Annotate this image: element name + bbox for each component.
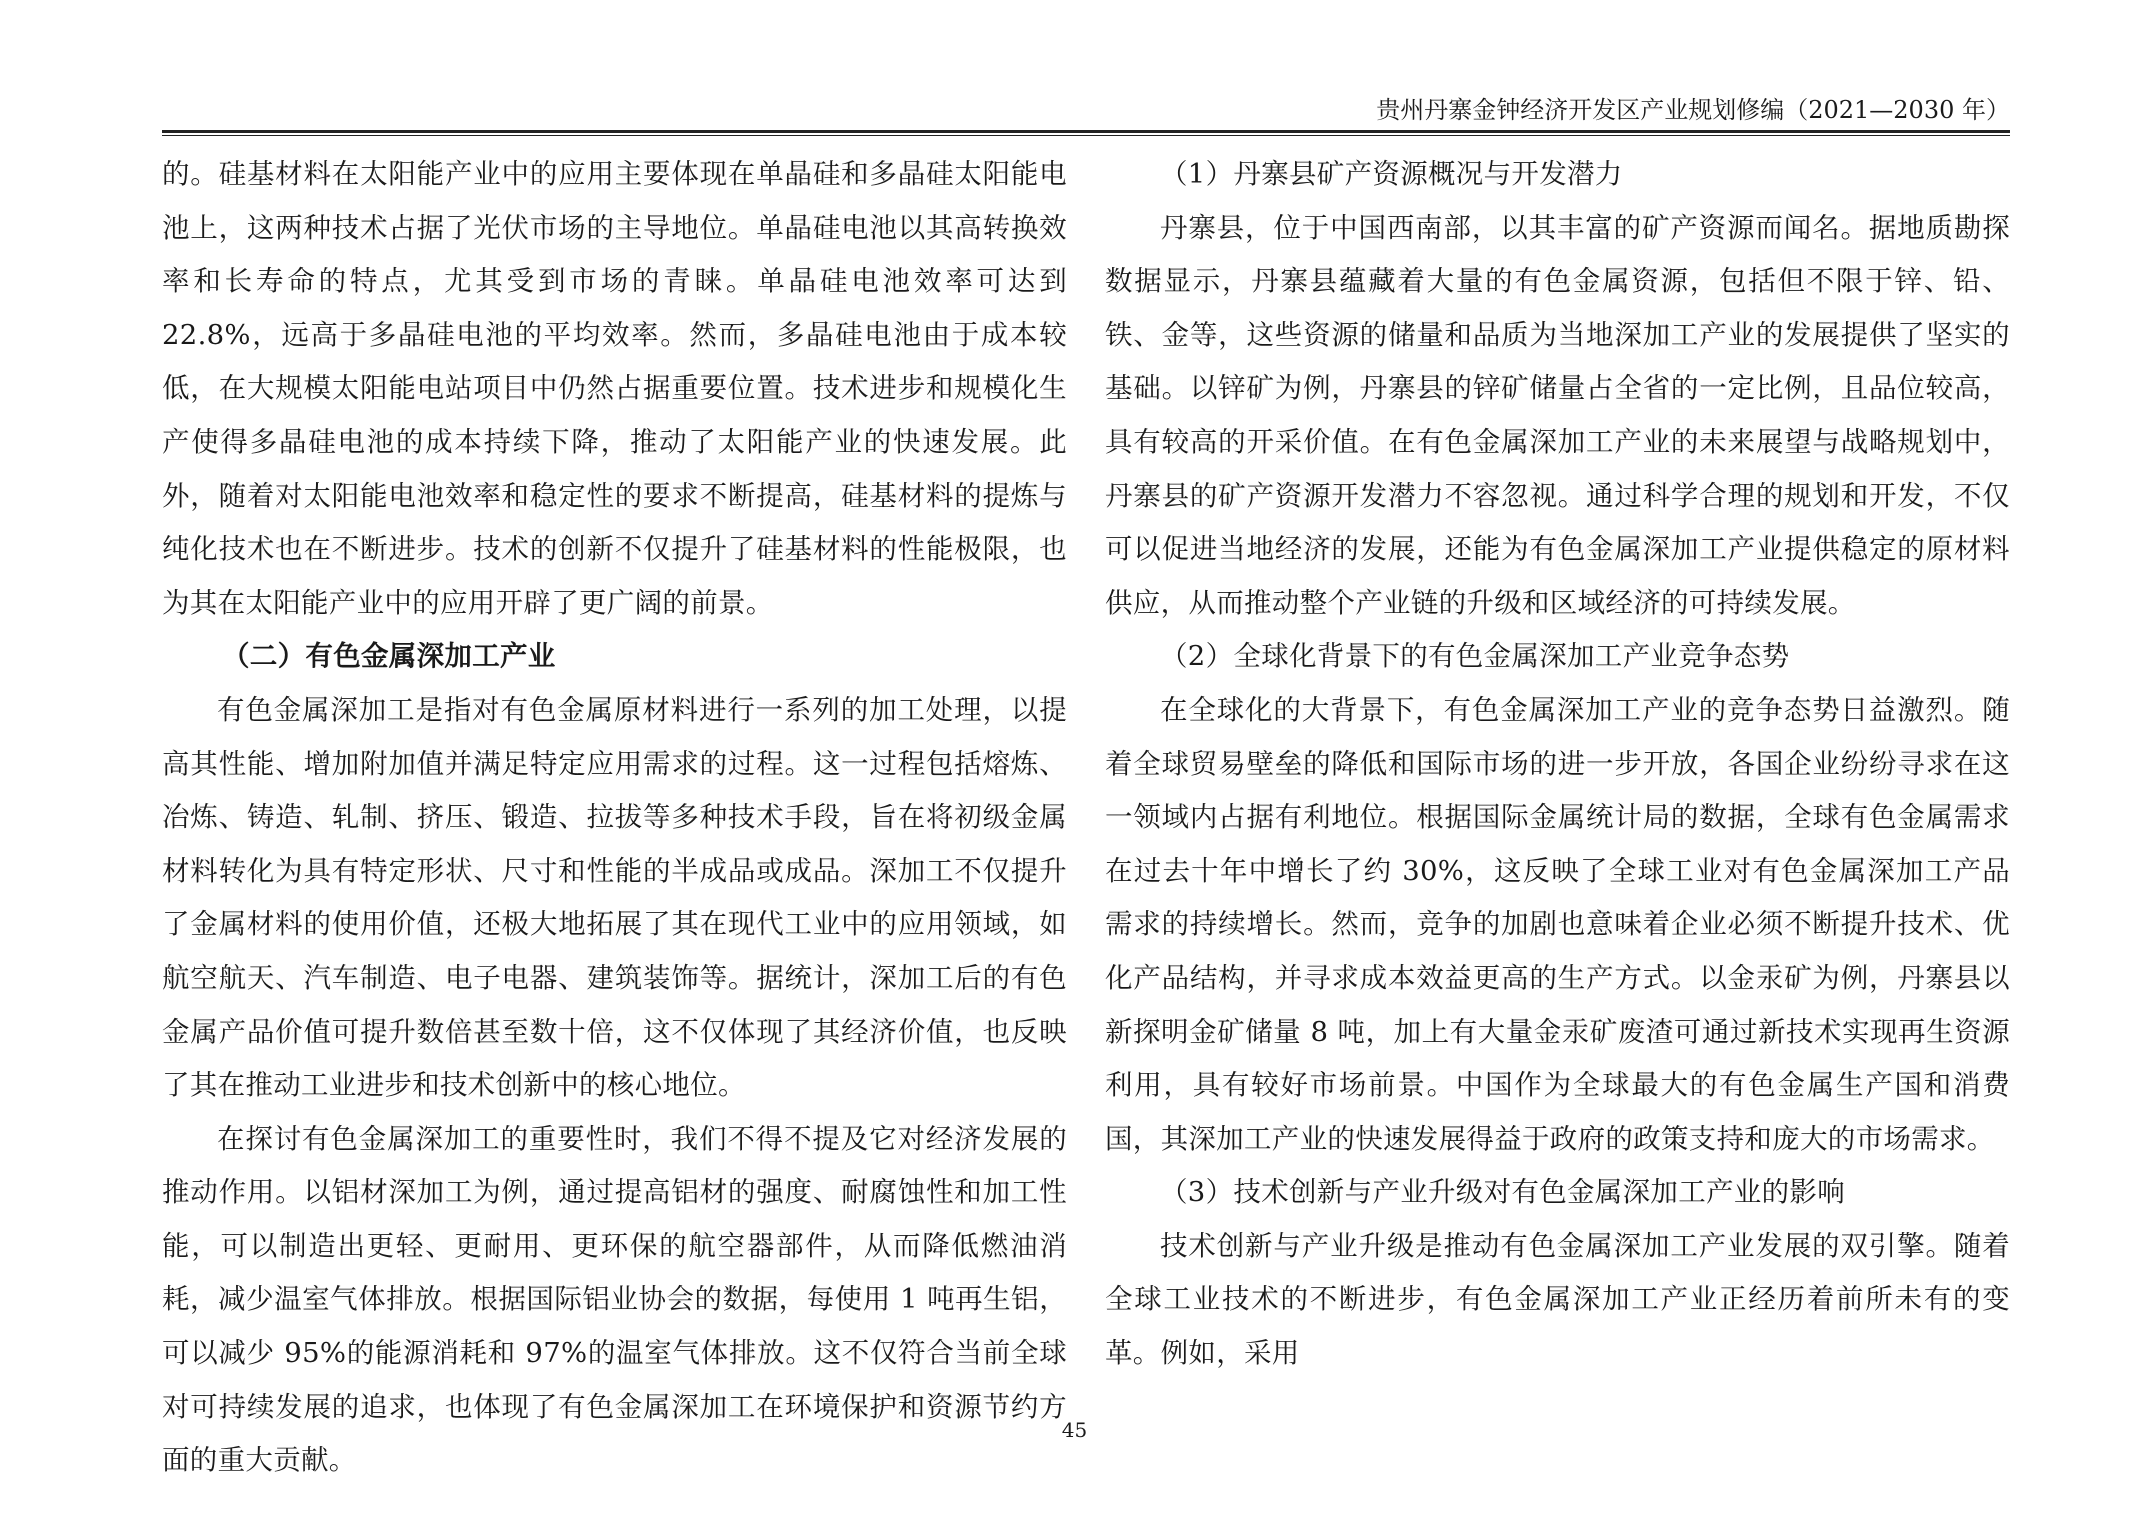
paragraph: 的。硅基材料在太阳能产业中的应用主要体现在单晶硅和多晶硅太阳能电池上，这两种技术占据了光伏市场的主导地位。单晶硅电池以其高转换效率和长寿命的特点，尤其受到市场的青睐。单晶硅电池效率可达到 22.8%，远高于多晶硅电池的平均效率。然而，多晶硅电池由于成本较低，在大规模太阳能电站项目中仍然占据重要位置。技术进步和规模化生产使得多晶硅电池的成本持续下降，推动了太阳能产业的快速发展。此外，随着对太阳能电池效率和稳定性的要求不断提高，硅基材料的提炼与纯化技术也在不断进步。技术的创新不仅提升了硅基材料的性能极限，也为其在太阳能产业中的应用开辟了更广阔的前景。 xyxy=(162,158,1067,619)
section-heading: （二）有色金属深加工产业 xyxy=(222,640,556,673)
header-rule-thick xyxy=(162,130,2010,133)
running-header: 贵州丹寨金钟经济开发区产业规划修编（2021—2030 年） xyxy=(1376,96,2010,124)
right-column xyxy=(1105,148,2010,1381)
subsection-heading: （2）全球化背景下的有色金属深加工产业竞争态势 xyxy=(1160,640,1790,673)
paragraph: 有色金属深加工是指对有色金属原材料进行一系列的加工处理，以提高其性能、增加附加值并满足特定应用需求的过程。这一过程包括熔炼、冶炼、铸造、轧制、挤压、锻造、拉拔等多种技术手段，旨在将初级金属材料转化为具有特定形状、尺寸和性能的半成品或成品。深加工不仅提升了金属材料的使用价值，还极大地拓展了其在现代工业中的应用领域，如航空航天、汽车制造、电子电器、建筑装饰等。据统计，深加工后的有色金属产品价值可提升数倍甚至数十倍，这不仅体现了其经济价值，也反映了其在推动工业进步和技术创新中的核心地位。 xyxy=(162,693,1067,1102)
paragraph: 丹寨县，位于中国西南部，以其丰富的矿产资源而闻名。据地质勘探数据显示，丹寨县蕴藏着大量的有色金属资源，包括但不限于锌、铅、铁、金等，这些资源的储量和品质为当地深加工产业的发展提供了坚实的基础。以锌矿为例，丹寨县的锌矿储量占全省的一定比例，且品位较高，具有较高的开采价值。在有色金属深加工产业的未来展望与战略规划中，丹寨县的矿产资源开发潜力不容忽视。通过科学合理的规划和开发，不仅可以促进当地经济的发展，还能为有色金属深加工产业提供稳定的原材料供应，从而推动整个产业链的升级和区域经济的可持续发展。 xyxy=(1105,211,2010,619)
left-column xyxy=(162,148,1067,1488)
subsection-heading: （3）技术创新与产业升级对有色金属深加工产业的影响 xyxy=(1160,1176,1845,1209)
paragraph: 技术创新与产业升级是推动有色金属深加工产业发展的双引擎。随着全球工业技术的不断进步，有色金属深加工产业正经历着前所未有的变革。例如，采用 xyxy=(1105,1229,2010,1370)
paragraph: 在全球化的大背景下，有色金属深加工产业的竞争态势日益激烈。随着全球贸易壁垒的降低和国际市场的进一步开放，各国企业纷纷寻求在这一领域内占据有利地位。根据国际金属统计局的数据，全球有色金属需求在过去十年中增长了约 30%，这反映了全球工业对有色金属深加工产品需求的持续增长。然而，竞争的加剧也意味着企业必须不断提升技术、优化产品结构，并寻求成本效益更高的生产方式。以金汞矿为例，丹寨县以新探明金矿储量 8 吨，加上有大量金汞矿废渣可通过新技术实现再生资源利用，具有较好市场前景。中国作为全球最大的有色金属生产国和消费国，其深加工产业的快速发展得益于政府的政策支持和庞大的市场需求。 xyxy=(1105,693,2010,1155)
header-rule-thin xyxy=(162,135,2010,136)
subsection-heading: （1）丹寨县矿产资源概况与开发潜力 xyxy=(1160,158,1623,190)
paragraph: 在探讨有色金属深加工的重要性时，我们不得不提及它对经济发展的推动作用。以铝材深加工为例，通过提高铝材的强度、耐腐蚀性和加工性能，可以制造出更轻、更耐用、更环保的航空器部件，从而降低燃油消耗，减少温室气体排放。根据国际铝业协会的数据，每使用 1 吨再生铝，可以减少 95%的能源消耗和 97%的温室气体排放。这不仅符合当前全球对可持续发展的追求，也体现了有色金属深加工在环境保护和资源节约方面的重大贡献。 xyxy=(162,1122,1067,1477)
page-number: 45 xyxy=(1061,1418,1088,1442)
